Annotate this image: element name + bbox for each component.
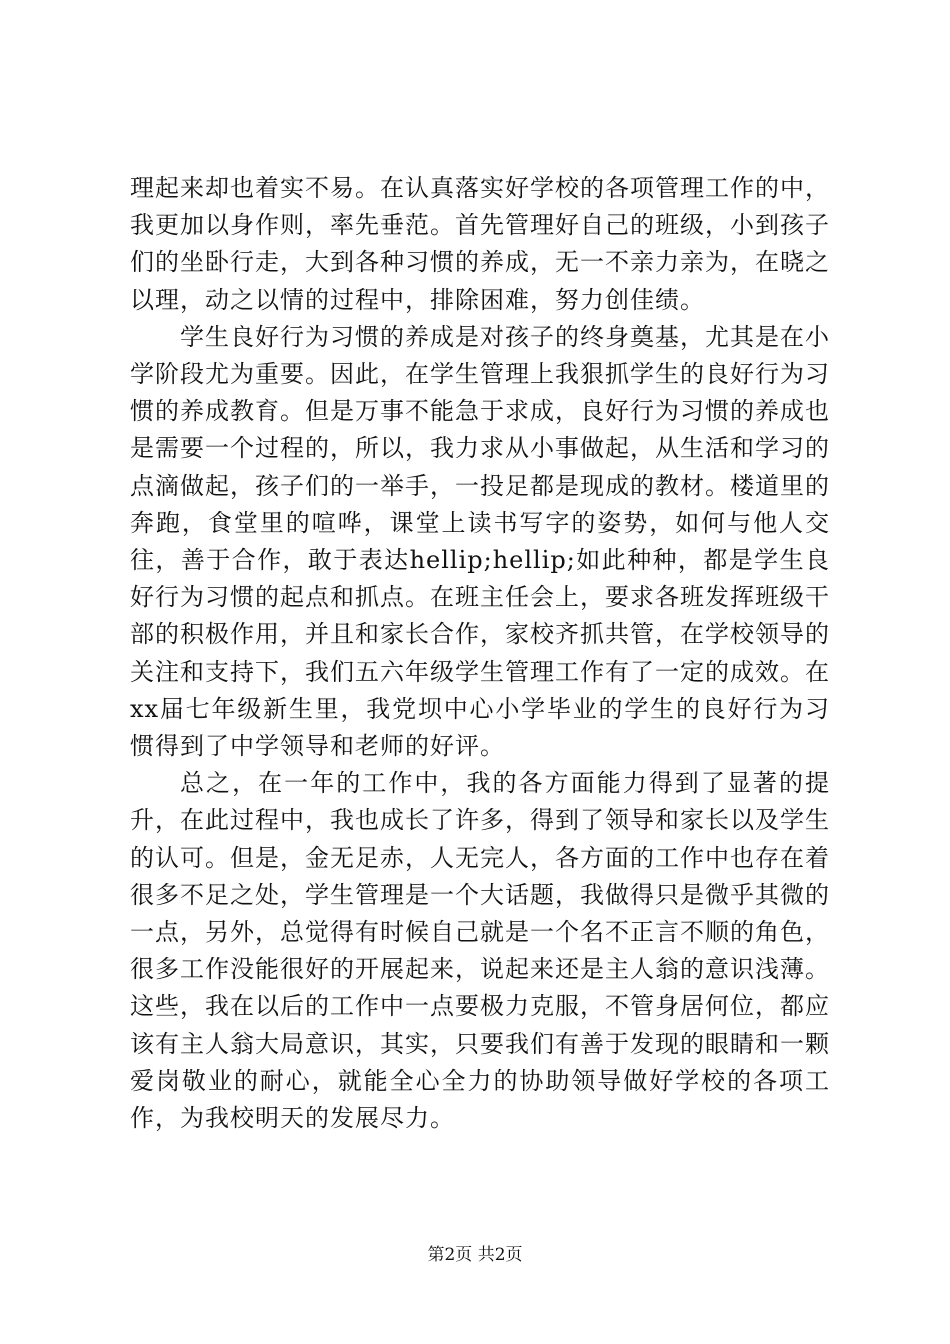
paragraph-1: 理起来却也着实不易。在认真落实好学校的各项管理工作的中，我更加以身作则，率先垂范。首先管理好自己的班级，小到孩子们的坐卧行走，大到各种习惯的养成，无一不亲力亲为，在晓之以理，动之以情的过程中，排除困难，努力创佳绩。	[130, 174, 830, 314]
document-body	[130, 170, 830, 1137]
page-number: 第2页 共2页	[427, 1245, 523, 1265]
paragraph-2: 学生良好行为习惯的养成是对孩子的终身奠基，尤其是在小学阶段尤为重要。因此，在学生管理上我狠抓学生的良好行为习惯的养成教育。但是万事不能急于求成，良好行为习惯的养成也是需要一个过程的，所以，我力求从小事做起，从生活和学习的点滴做起，孩子们的一举手，一投足都是现成的教材。楼道里的奔跑，食堂里的喧哗，课堂上读书写字的姿势，如何与他人交往，善于合作，敢于表达hellip;hellip;如此种种，都是学生良好行为习惯的起点和抓点。在班主任会上，要求各班发挥班级干部的积极作用，并且和家长合作，家校齐抓共管，在学校领导的关注和支持下，我们五六年级学生管理工作有了一定的成效。在xx届七年级新生里，我党坝中心小学毕业的学生的良好行为习惯得到了中学领导和老师的好评。	[130, 322, 830, 761]
paragraph-3: 总之，在一年的工作中，我的各方面能力得到了显著的提升，在此过程中，我也成长了许多，得到了领导和家长以及学生的认可。但是，金无足赤，人无完人，各方面的工作中也存在着很多不足之处，学生管理是一个大话题，我做得只是微乎其微的一点，另外，总觉得有时候自己就是一个名不正言不顺的角色，很多工作没能很好的开展起来，说起来还是主人翁的意识浅薄。这些，我在以后的工作中一点要极力克服，不管身居何位，都应该有主人翁大局意识，其实，只要我们有善于发现的眼睛和一颗爱岗敬业的耐心，就能全心全力的协助领导做好学校的各项工作，为我校明天的发展尽力。	[130, 769, 830, 1133]
